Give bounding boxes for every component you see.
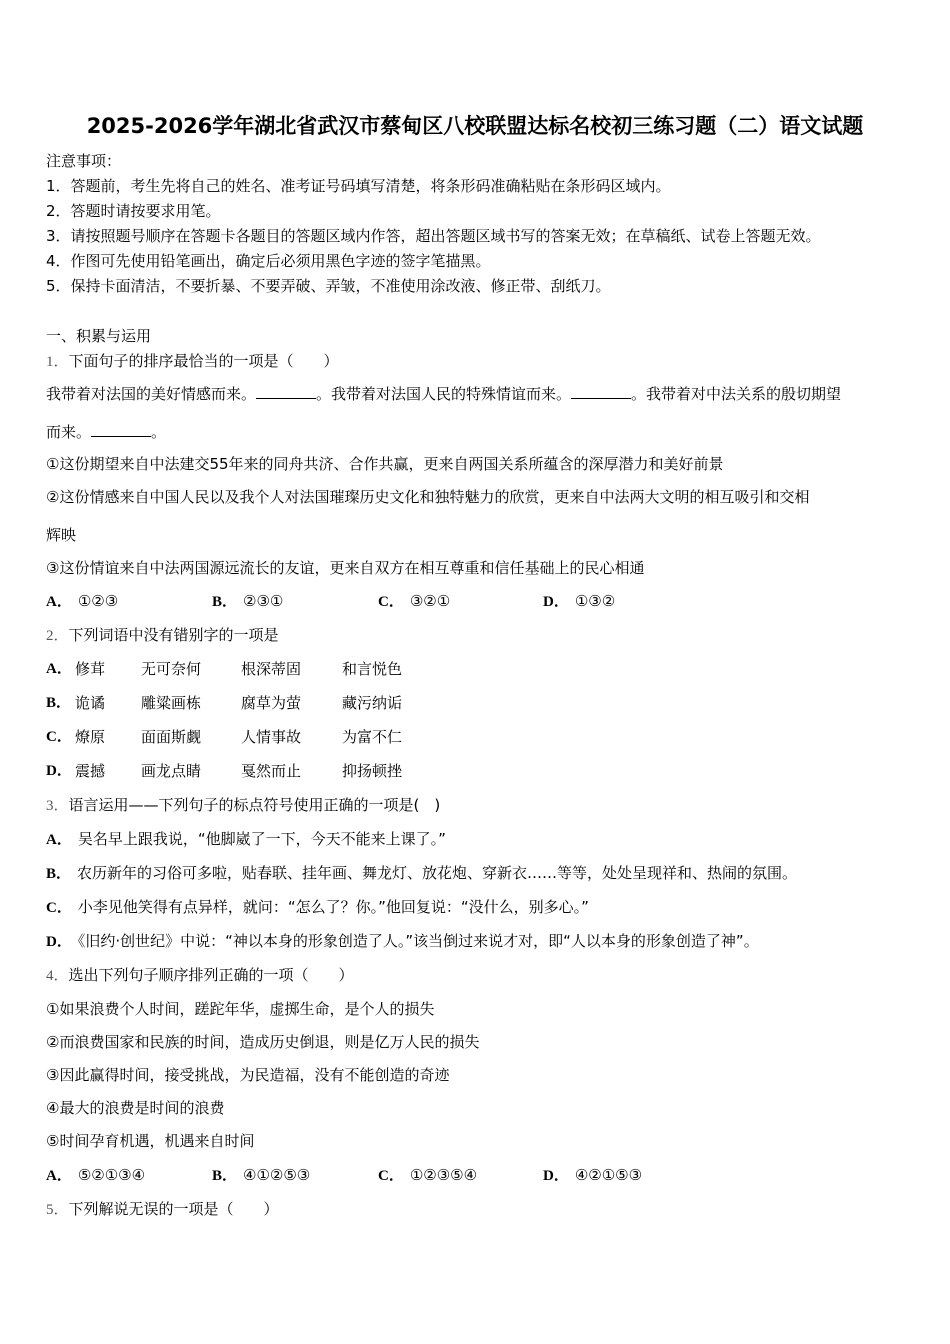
option-text: ①②③⑤④ [409,1166,478,1184]
question-number: 3． [46,798,69,814]
option-text: ③②① [409,592,451,610]
sentence-5: ⑤时间孕育机遇，机遇来自时间 [46,1132,255,1150]
option-label: B． [212,1168,238,1184]
question-5-stem [46,1199,279,1220]
question-1-passage-cont [46,422,166,442]
page-title: 2025-2026学年湖北省武汉市蔡甸区八校联盟达标名校初三练习题（二）语文试题 [86,114,864,138]
question-4-stem [46,965,354,986]
option-a [46,1165,145,1186]
option-text: 农历新年的习俗可多啦，贴春联、挂年画、舞龙灯、放花炮、穿新衣……等等，处处呈现祥和、热闹的氛围。 [77,864,798,882]
option-text: ①②③ [77,592,119,610]
passage-text: 。我带着对中法关系的殷切期望 [631,385,842,403]
question-text: 下列词语中没有错别字的一项是 [68,626,279,644]
sentence-1: ①这份期望来自中法建交55年来的同舟共济、合作共赢，更来自两国关系所蕴含的深厚潜力和美好前景 [46,455,724,473]
option-text: 《旧约·创世纪》中说：“神以本身的形象创造了人。”该当倒过来说才对，即“人以本身的形象创造了神”。 [77,932,759,950]
question-text: 语言运用——下列句子的标点符号使用正确的一项是( ) [68,796,441,814]
sentence-4: ④最大的浪费是时间的浪费 [46,1099,225,1117]
option-text: 吴名早上跟我说，“他脚崴了一下，今天不能来上课了。” [77,830,446,848]
option-label: C． [378,594,404,610]
option-c [378,1165,477,1186]
option-word: 雕粱画栋 [141,694,202,712]
option-a [46,829,446,850]
option-label: D． [543,1168,569,1184]
answer-blank [571,386,631,399]
option-c-label: C． [46,729,72,745]
notice-item: 1．答题前，考生先将自己的姓名、准考证号码填写清楚，将条形码准确粘贴在条形码区域内。 [46,177,671,195]
option-b [212,591,283,612]
option-label: C． [46,900,72,916]
option-word: 燎原 [75,728,106,746]
option-d-label: D． [46,763,72,779]
option-a [46,591,118,612]
option-word: 震撼 [75,762,106,780]
option-word: 根深蒂固 [241,660,302,678]
option-word: 为富不仁 [342,728,403,746]
option-b [212,1165,310,1186]
notice-item: 5．保持卡面清洁，不要折暴、不要弄破、弄皱，不准使用涂改液、修正带、刮纸刀。 [46,277,611,295]
option-label: B． [46,866,72,882]
option-word: 腐草为萤 [241,694,302,712]
option-text: 小李见他笑得有点异样，就问：“怎么了？你。”他回复说：“没什么，别多心。” [77,898,589,916]
passage-text: 。我带着对法国人民的特殊情谊而来。 [316,385,572,403]
option-label: A． [46,594,72,610]
option-word: 人情事故 [241,728,302,746]
option-label: D． [543,594,569,610]
option-word: 戛然而止 [241,762,302,780]
notice-item: 4．作图可先使用铅笔画出，确定后必须用黑色字迹的签字笔描黑。 [46,252,491,270]
passage-text: 而来。 [46,423,92,441]
sentence-3: ③因此赢得时间，接受挑战，为民造福，没有不能创造的奇迹 [46,1066,450,1084]
option-label: D． [46,934,72,950]
question-text: 选出下列句子顺序排列正确的一项（ ） [68,966,354,984]
option-label: A． [46,832,72,848]
option-d [46,931,759,952]
option-word: 抑扬顿挫 [342,762,403,780]
question-number: 5． [46,1202,69,1218]
option-c [378,591,450,612]
option-label: A． [46,1168,72,1184]
option-label: C． [378,1168,404,1184]
option-label: B． [212,594,238,610]
option-b-label: B． [46,695,72,711]
option-a-label: A． [46,661,72,677]
question-2-stem [46,625,279,646]
option-text: ①③② [574,592,616,610]
option-word: 修茸 [75,660,106,678]
section-heading: 一、积累与运用 [46,327,152,345]
question-text: 下面句子的排序最恰当的一项是（ ） [68,352,339,370]
answer-blank [256,386,316,399]
sentence-1: ①如果浪费个人时间，蹉跎年华，虚掷生命，是个人的损失 [46,1000,435,1018]
question-number: 2． [46,628,69,644]
passage-text: 。 [151,423,167,441]
option-word: 和言悦色 [342,660,403,678]
option-word: 画龙点睛 [141,762,202,780]
question-1-stem [46,351,339,372]
option-word: 诡谲 [75,694,106,712]
notice-item: 2．答题时请按要求用笔。 [46,202,221,220]
answer-blank [91,424,151,437]
option-text: ④①②⑤③ [243,1166,311,1184]
question-number: 4． [46,968,69,984]
option-word: 面面斯觑 [141,728,202,746]
sentence-3: ③这份情谊来自中法两国源远流长的友谊，更来自双方在相互尊重和信任基础上的民心相通 [46,559,645,577]
option-c [46,897,589,918]
option-text: ②③① [243,592,284,610]
option-b [46,863,797,884]
passage-text: 我带着对法国的美好情感而来。 [46,385,257,403]
option-d [543,1165,642,1186]
question-number: 1． [46,354,69,370]
option-text: ④②①⑤③ [574,1166,643,1184]
notice-heading: 注意事项： [46,152,122,170]
option-d [543,591,615,612]
question-text: 下列解说无误的一项是（ ） [68,1200,279,1218]
sentence-2-cont: 辉映 [46,526,77,544]
sentence-2: ②这份情感来自中国人民以及我个人对法国璀璨历史文化和独特魅力的欣赏，更来自中法两大文明的相互吸引和交相 [46,488,810,506]
option-word: 藏污纳诟 [342,694,403,712]
option-word: 无可奈何 [141,660,202,678]
question-1-passage [46,384,841,404]
sentence-2: ②而浪费国家和民族的时间，造成历史倒退，则是亿万人民的损失 [46,1033,480,1051]
option-text: ⑤②①③④ [77,1166,146,1184]
notice-item: 3．请按照题号顺序在答题卡各题目的答题区域内作答，超出答题区域书写的答案无效；在草稿纸、试卷上答题无效。 [46,227,821,245]
question-3-stem [46,795,440,816]
